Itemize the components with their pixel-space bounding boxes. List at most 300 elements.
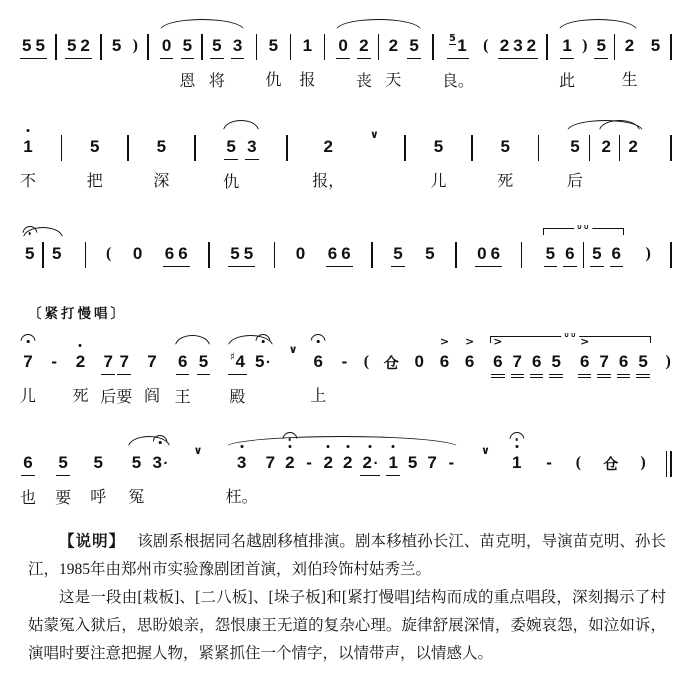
bracket-marks: ∪∪ xyxy=(576,223,591,231)
barline xyxy=(286,135,288,161)
note-cell xyxy=(341,451,354,475)
note-cell xyxy=(20,135,36,191)
lyric: 王 xyxy=(174,389,191,406)
note-digit: 5 xyxy=(596,36,606,55)
lyric: 报 xyxy=(299,72,316,89)
note-cell xyxy=(601,451,620,475)
note-digit: 5 xyxy=(650,36,661,55)
note-digit: 2 xyxy=(499,36,510,55)
note-digit: 5 xyxy=(35,36,45,55)
note xyxy=(617,350,630,375)
parenthesis: ( xyxy=(105,245,112,262)
note xyxy=(101,350,114,375)
lyric: 不 xyxy=(20,173,37,190)
note-cell xyxy=(407,34,420,59)
explanation-text-2: 这是一段由[栽板]、[二八板]、[垛子板]和[紧打慢唱]结构而成的重点唱段，深刻揭示了村姑蒙冤入狱后，思盼娘亲，怨恨康王无道的复杂心理。旋律舒展深情，委婉哀怨，如泣如诉，演唱时要注意把握人物，紧紧抓住一个情字，以情带声，以情感人。 xyxy=(28,588,666,662)
octave-dot-icon xyxy=(369,445,372,448)
note-digit: 6 xyxy=(313,352,324,371)
note-cell xyxy=(578,335,591,375)
note-digit: 5 xyxy=(198,352,209,371)
lyric: 儿 xyxy=(20,388,37,405)
note xyxy=(626,135,639,159)
note xyxy=(130,451,143,475)
note-digit: 2 xyxy=(601,137,611,156)
score xyxy=(20,34,672,508)
percussion-note xyxy=(382,350,401,374)
lyric: 仇 xyxy=(265,72,282,89)
note-cell xyxy=(144,350,160,406)
note-cell xyxy=(20,350,36,406)
note-cell xyxy=(567,135,583,191)
note xyxy=(301,34,314,58)
lyric: 呼 xyxy=(90,489,107,506)
note-cell xyxy=(391,242,404,267)
note-cell xyxy=(594,34,607,59)
note-digit: 6 xyxy=(464,352,475,371)
note-digit: 3 xyxy=(247,137,257,156)
lyric: 良。 xyxy=(441,73,474,90)
note-digit: 5 xyxy=(212,36,222,55)
note xyxy=(387,34,400,58)
barline xyxy=(614,34,616,60)
note xyxy=(339,242,352,267)
note-digit: 5 xyxy=(230,244,240,263)
note-cell xyxy=(87,135,103,191)
barline xyxy=(201,34,203,60)
parenthesis: ) xyxy=(645,245,651,262)
note-digit: 5 xyxy=(500,137,510,156)
note-cell xyxy=(223,135,239,192)
octave-dot-icon xyxy=(346,445,349,448)
explanation-paragraph-2 xyxy=(28,584,666,668)
note-cell xyxy=(226,451,258,507)
note xyxy=(176,350,189,375)
barline xyxy=(404,135,406,161)
note-digit: 5 xyxy=(425,244,435,263)
beam-group xyxy=(498,34,538,59)
note-digit: 2 xyxy=(624,36,635,55)
note xyxy=(447,34,469,59)
note-cell xyxy=(626,135,639,159)
augmentation-dot-icon: · xyxy=(163,454,169,472)
beam-group xyxy=(228,242,255,267)
slur-group xyxy=(596,135,642,161)
note-cell xyxy=(50,242,63,266)
note-cell xyxy=(65,34,78,59)
slur-group xyxy=(564,135,646,191)
note-cell xyxy=(356,34,372,91)
note xyxy=(636,350,649,375)
note-cell xyxy=(525,34,538,59)
barline xyxy=(538,135,540,161)
note-cell xyxy=(498,34,511,59)
note-digit: 5 xyxy=(156,137,167,156)
note-cell xyxy=(264,451,277,475)
note xyxy=(549,350,562,375)
note-cell xyxy=(491,335,504,375)
note xyxy=(543,451,556,475)
note-cell xyxy=(197,350,210,375)
final-barline xyxy=(666,451,672,477)
barline xyxy=(194,135,196,161)
lyric: 上 xyxy=(310,388,327,405)
note xyxy=(360,451,380,476)
note-digit: 7 xyxy=(119,352,129,371)
note-cell xyxy=(386,451,399,476)
note xyxy=(498,34,511,59)
music-line-4 xyxy=(20,331,672,407)
slur-group xyxy=(333,34,423,91)
note-cell xyxy=(326,242,339,267)
note-digit: 3 xyxy=(513,36,523,55)
note-cell xyxy=(649,34,662,58)
barline xyxy=(589,135,591,161)
barline xyxy=(100,34,102,60)
note-digit: 7 xyxy=(512,352,523,371)
note xyxy=(78,34,91,59)
note xyxy=(338,350,351,374)
note-digit: 5 xyxy=(545,244,556,263)
note xyxy=(568,135,581,159)
note-digit: 2 xyxy=(323,453,334,472)
lyric: 殿 xyxy=(229,389,246,406)
note-cell xyxy=(303,451,316,475)
slur-group xyxy=(225,350,276,407)
note-digit: 5 xyxy=(66,36,77,55)
fermata-dot-icon xyxy=(317,340,320,343)
note-digit: 2 xyxy=(359,36,369,55)
barline xyxy=(670,34,672,60)
augmentation-dot-icon: · xyxy=(373,454,379,472)
note-digit: 6 xyxy=(493,352,503,371)
fermata-dot-icon xyxy=(262,340,265,343)
parenthesis: ) xyxy=(582,37,588,54)
note xyxy=(21,135,34,159)
note xyxy=(163,242,176,267)
note-digit: 5 xyxy=(93,453,104,472)
note xyxy=(489,242,502,267)
note xyxy=(294,242,307,266)
barline xyxy=(55,34,57,60)
lyric: 儿 xyxy=(430,173,447,190)
note-digit: 5 xyxy=(570,137,580,156)
note-digit: 6 xyxy=(23,453,33,472)
note-digit: 7 xyxy=(599,352,609,371)
note-cell xyxy=(242,242,255,267)
note-cell xyxy=(549,350,562,375)
note xyxy=(181,34,194,59)
barline xyxy=(471,135,473,161)
note-digit: 6 xyxy=(611,244,622,263)
bracket-marks: ∪∪ xyxy=(563,331,578,339)
note-digit: 5 xyxy=(638,352,648,371)
note-cell xyxy=(339,242,352,267)
note-cell xyxy=(253,350,273,374)
lyric: 丧 xyxy=(355,73,372,90)
explanation-heading: 【说明】 xyxy=(59,533,126,550)
note xyxy=(131,242,144,266)
note-cell xyxy=(176,242,189,267)
note-digit: 5 xyxy=(268,36,279,55)
slur-group xyxy=(157,34,247,91)
barline xyxy=(583,242,585,268)
note-cell xyxy=(599,135,612,159)
barline xyxy=(324,34,326,60)
note-cell xyxy=(597,350,610,375)
note xyxy=(88,135,101,159)
note-digit: 2 xyxy=(80,36,90,55)
note-digit: 6 xyxy=(618,352,629,371)
note xyxy=(155,135,168,159)
barline xyxy=(61,135,63,161)
note-cell xyxy=(294,242,307,266)
note-cell xyxy=(559,34,575,91)
note-cell xyxy=(360,451,380,476)
note xyxy=(511,34,524,59)
note-cell xyxy=(116,350,132,407)
final-barline-stroke xyxy=(670,451,672,477)
barline xyxy=(290,34,292,60)
note-cell xyxy=(497,135,513,191)
lyric: 也 xyxy=(20,490,37,507)
note xyxy=(590,242,603,267)
note-digit: 2 xyxy=(285,453,295,472)
note xyxy=(65,34,78,59)
explanation-paragraph-1 xyxy=(28,528,666,584)
note-digit: 6 xyxy=(177,352,188,371)
note-cell xyxy=(283,451,296,475)
note-digit: 2 xyxy=(362,453,372,472)
barline xyxy=(85,242,87,268)
lyric: 恩 xyxy=(179,73,196,90)
breath-mark-icon: ∨ xyxy=(369,128,379,141)
note-cell xyxy=(175,350,191,407)
note xyxy=(21,350,34,374)
lyric: 此 xyxy=(559,73,576,90)
note-cell xyxy=(530,350,543,375)
note-cell xyxy=(48,350,61,374)
note-cell xyxy=(338,350,351,374)
lyric: 天 xyxy=(385,72,402,89)
note-cell xyxy=(160,34,173,59)
accent-icon: > xyxy=(465,335,475,348)
note xyxy=(341,451,354,475)
note-digit: - xyxy=(448,453,455,472)
note-digit: 1 xyxy=(388,453,398,472)
note-cell xyxy=(90,451,106,507)
note-digit: 7 xyxy=(23,352,33,371)
barline xyxy=(432,34,434,60)
note-digit: 6 xyxy=(439,352,450,371)
bracket-group xyxy=(488,331,653,375)
barline xyxy=(378,34,380,60)
note xyxy=(563,242,576,267)
note xyxy=(160,34,173,59)
note xyxy=(498,135,511,159)
octave-dot-icon xyxy=(288,445,291,448)
note-cell xyxy=(636,350,649,375)
breath-mark-icon: ∨ xyxy=(288,343,298,356)
lyric: 冤 xyxy=(128,489,145,506)
note xyxy=(74,350,87,374)
note-digit: - xyxy=(341,352,348,371)
fermata-dot-icon xyxy=(515,438,518,441)
note-cell xyxy=(245,135,258,160)
octave-dot-icon xyxy=(327,445,330,448)
note-digit: 1 xyxy=(23,137,33,156)
note-digit: 5 xyxy=(551,352,561,371)
note-cell xyxy=(563,242,576,267)
note-cell xyxy=(312,135,344,191)
music-line-5 xyxy=(20,444,672,508)
note-cell xyxy=(20,34,33,59)
note xyxy=(176,242,189,267)
note-digit: 5 xyxy=(131,453,142,472)
note-cell xyxy=(209,34,225,91)
barline xyxy=(147,34,149,60)
note-cell xyxy=(489,242,502,267)
note-digit: 6 xyxy=(164,244,175,263)
note xyxy=(610,242,623,267)
barline xyxy=(521,242,523,268)
note-digit: 0 xyxy=(414,352,424,371)
barline xyxy=(670,135,672,161)
note-digit: 0 xyxy=(295,244,306,263)
note-digit: 5 xyxy=(393,244,403,263)
note xyxy=(511,350,524,375)
accent-icon: > xyxy=(493,335,503,348)
note-digit: 5 xyxy=(433,137,444,156)
music-line-1 xyxy=(20,34,672,91)
note xyxy=(326,242,339,267)
note-digit: 6 xyxy=(579,352,590,371)
note-digit: 5 xyxy=(592,244,602,263)
note-digit: 6 xyxy=(565,244,575,263)
note xyxy=(445,451,458,475)
note xyxy=(463,335,476,374)
slur-group xyxy=(172,350,213,407)
note xyxy=(491,335,504,375)
fermata-dot-icon xyxy=(28,232,31,235)
note-cell xyxy=(544,242,557,267)
note-digit: 1 xyxy=(512,453,522,472)
note-digit: 7 xyxy=(427,453,437,472)
note-digit: - xyxy=(306,453,312,472)
note xyxy=(245,135,258,160)
note-cell xyxy=(617,350,630,375)
note-cell xyxy=(510,451,523,475)
note xyxy=(110,34,123,58)
note xyxy=(264,451,277,475)
barline xyxy=(274,242,276,268)
note xyxy=(597,350,610,375)
note xyxy=(438,335,451,374)
note xyxy=(224,135,237,160)
note-cell xyxy=(231,34,244,59)
note-cell xyxy=(299,34,315,90)
note-digit: - xyxy=(546,453,552,472)
note-digit: 5 xyxy=(407,453,418,472)
final-barline-stroke xyxy=(666,451,668,477)
slur-group xyxy=(125,451,173,507)
note xyxy=(253,350,273,374)
note-cell xyxy=(228,242,241,267)
note-digit: 6 xyxy=(490,244,501,263)
note-digit: 5 xyxy=(25,244,35,263)
note xyxy=(510,451,523,475)
note-cell xyxy=(445,451,458,475)
note-cell xyxy=(228,350,247,407)
note xyxy=(322,451,335,475)
note-cell xyxy=(72,350,88,406)
note xyxy=(210,34,223,59)
lyric: 枉。 xyxy=(225,489,258,506)
note xyxy=(33,34,46,59)
breath-mark-icon: ∨ xyxy=(480,444,490,457)
note-digit: 0 xyxy=(132,244,143,263)
note xyxy=(92,451,105,475)
percussion-note xyxy=(601,451,620,475)
barline xyxy=(619,135,621,161)
beam-group xyxy=(65,34,92,59)
breath-mark-icon: ∨ xyxy=(193,444,203,457)
note xyxy=(312,350,325,374)
note xyxy=(283,451,296,475)
music-line-3 xyxy=(20,223,672,268)
note-cell xyxy=(431,135,447,191)
note xyxy=(407,34,420,59)
note-digit: 0 xyxy=(161,36,172,55)
note xyxy=(50,242,63,266)
lyric: 将 xyxy=(208,73,225,90)
note-cell xyxy=(511,350,524,375)
note xyxy=(423,242,436,266)
note-cell xyxy=(406,451,419,475)
note-digit: 2 xyxy=(75,352,86,371)
parenthesis: ( xyxy=(575,454,582,471)
note xyxy=(413,350,426,374)
barline xyxy=(208,242,210,268)
note-cell xyxy=(463,335,476,374)
note-digit: 1 xyxy=(302,36,313,55)
note xyxy=(649,34,662,58)
parenthesis: ( xyxy=(483,37,489,54)
note-cell xyxy=(310,350,326,406)
explanation-section xyxy=(20,528,672,667)
note-cell xyxy=(442,34,474,91)
fermata-dot-icon xyxy=(289,438,292,441)
sharp-icon: ♯ xyxy=(229,351,235,363)
note xyxy=(406,451,419,475)
note-cell xyxy=(322,451,335,475)
note xyxy=(336,34,349,59)
note xyxy=(197,350,210,375)
explanation-text-1: 该剧系根据同名越剧移植排演。剧本移植孙长江、苗克明，导演苗克明、孙长江，1985年由郑州市实验豫剧团首演，刘伯玲饰村姑秀兰。 xyxy=(28,533,666,578)
note-cell xyxy=(511,34,524,59)
note xyxy=(228,350,247,375)
note xyxy=(267,34,280,58)
note-digit: 5 xyxy=(182,36,193,55)
note-digit: 7 xyxy=(103,352,113,371)
note xyxy=(21,451,34,476)
parenthesis: ) xyxy=(132,37,138,54)
note xyxy=(623,34,636,58)
note-digit: 1 xyxy=(457,36,467,55)
note xyxy=(150,451,170,475)
augmentation-dot-icon: · xyxy=(265,353,271,371)
slur-group xyxy=(220,135,261,192)
note-cell xyxy=(55,451,71,508)
